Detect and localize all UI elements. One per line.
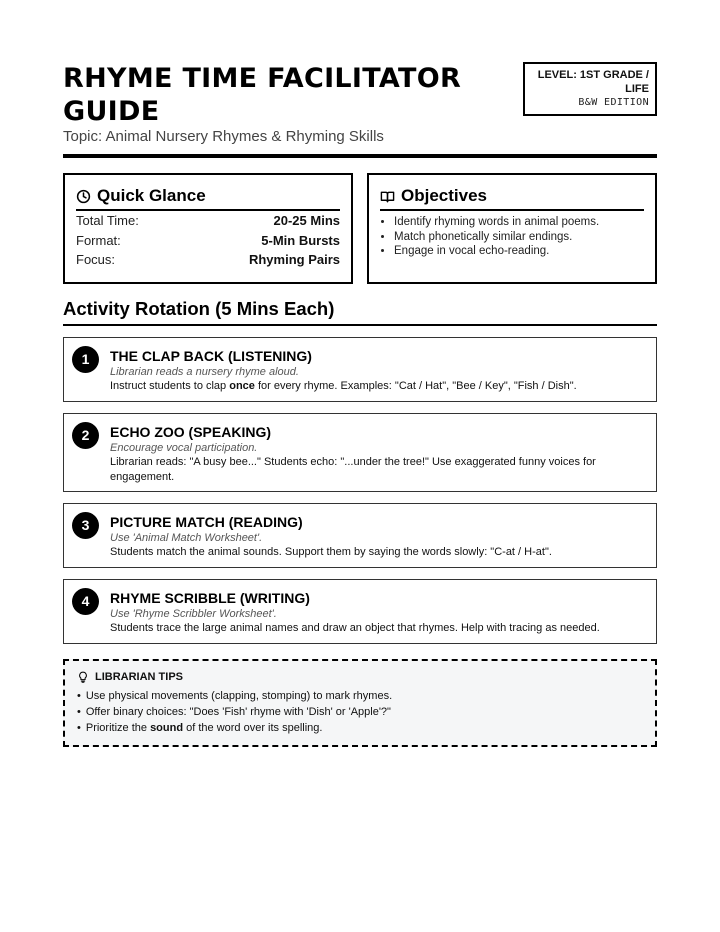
activity-title: RHYME SCRIBBLE (WRITING) xyxy=(110,590,310,606)
facilitator-guide-page xyxy=(63,62,657,734)
activity-subtitle: Use 'Rhyme Scribbler Worksheet'. xyxy=(110,608,277,620)
step-number-badge: 2 xyxy=(72,422,99,449)
activity-title: ECHO ZOO (SPEAKING) xyxy=(110,424,272,440)
open-book-icon xyxy=(380,189,395,204)
header xyxy=(63,62,657,157)
tips-list xyxy=(77,688,643,736)
librarian-tips-box xyxy=(63,659,657,747)
level-badge xyxy=(523,62,657,116)
section-title: Activity Rotation (5 Mins Each) xyxy=(63,298,335,319)
activity-description: Students match the animal sounds. Support them by saying the words slowly: "C-at / H-at". xyxy=(110,546,552,558)
activity-description: Instruct students to clap once for every rhyme. Examples: "Cat / Hat", "Bee / Key", "Fish / Dish". xyxy=(110,380,577,392)
activity-card xyxy=(63,337,657,402)
edition-label: B&W EDITION xyxy=(578,97,649,108)
row-value: 20-25 Mins xyxy=(273,213,340,228)
objectives-box xyxy=(367,173,657,284)
lightbulb-icon xyxy=(77,671,89,683)
objectives-list xyxy=(380,215,644,259)
objective-item: • Identify rhyming words in animal poems. xyxy=(394,215,644,230)
objectives-header xyxy=(380,187,644,211)
activity-subtitle: Use 'Animal Match Worksheet'. xyxy=(110,532,263,544)
clock-icon xyxy=(76,189,91,204)
row-key: Format: xyxy=(76,232,121,248)
tip-item: • Offer binary choices: "Does 'Fish' rhyme with 'Dish' or 'Apple'?" xyxy=(77,704,643,720)
quick-glance-box xyxy=(63,173,353,284)
tips-title: LIBRARIAN TIPS xyxy=(95,671,183,683)
activity-description: Librarian reads: "A busy bee..." Students echo: "...under the tree!" Use exaggerated funny voices for engagement. xyxy=(110,456,596,483)
activity-title: PICTURE MATCH (READING) xyxy=(110,514,303,530)
topic-subtitle: Topic: Animal Nursery Rhymes & Rhyming Skills xyxy=(63,128,384,145)
step-number-badge: 4 xyxy=(72,588,99,615)
row-key: Total Time: xyxy=(76,213,139,228)
tip-item: • Use physical movements (clapping, stomping) to mark rhymes. xyxy=(77,688,643,704)
tip-item: • Prioritize the sound of the word over its spelling. xyxy=(77,720,643,736)
section-divider xyxy=(63,324,657,326)
step-number-badge: 3 xyxy=(72,512,99,539)
activity-description: Students trace the large animal names and draw an object that rhymes. Help with tracing as needed. xyxy=(110,622,600,634)
quick-glance-header xyxy=(76,187,340,211)
step-number-badge: 1 xyxy=(72,346,99,373)
row-key: Focus: xyxy=(76,252,116,267)
header-divider xyxy=(63,154,657,158)
level-label: LEVEL: 1ST GRADE / LIFE xyxy=(537,69,649,95)
activity-card xyxy=(63,503,657,568)
activity-subtitle: Librarian reads a nursery rhyme aloud. xyxy=(110,366,299,378)
quick-glance-title: Quick Glance xyxy=(97,186,206,205)
page-title: RHYME TIME FACILITATOR GUIDE xyxy=(63,63,462,127)
activity-card xyxy=(63,579,657,644)
activity-subtitle: Encourage vocal participation. xyxy=(110,442,258,454)
activity-title: THE CLAP BACK (LISTENING) xyxy=(110,348,312,364)
row-value: Rhyming Pairs xyxy=(248,252,340,267)
summary-boxes xyxy=(63,173,657,284)
tips-header xyxy=(77,670,643,684)
activity-card xyxy=(63,413,657,492)
objective-item: • Engage in vocal echo-reading. xyxy=(394,244,644,259)
quick-glance-row xyxy=(76,231,340,251)
objectives-title: Objectives xyxy=(401,186,487,205)
quick-glance-row xyxy=(76,250,340,270)
row-value: 5-Min Bursts xyxy=(261,232,340,248)
quick-glance-row xyxy=(76,211,340,231)
objective-item: • Match phonetically similar endings. xyxy=(394,230,644,245)
